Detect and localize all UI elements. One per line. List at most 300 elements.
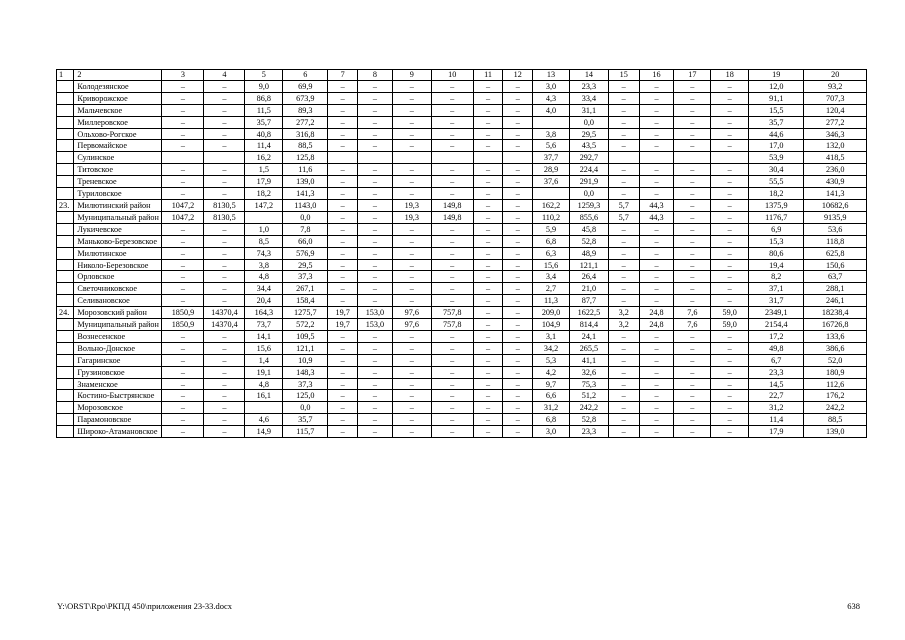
table-row — [57, 330, 867, 342]
table-cell: – — [639, 426, 674, 438]
table-cell: – — [608, 128, 639, 140]
row-number: 24. — [57, 307, 74, 319]
table-cell: – — [473, 354, 503, 366]
table-cell: 63,7 — [804, 271, 867, 283]
table-cell: – — [608, 390, 639, 402]
table-cell: – — [608, 426, 639, 438]
table-cell: 7,6 — [674, 319, 711, 331]
table-row — [57, 247, 867, 259]
table-cell: 11,3 — [533, 295, 570, 307]
row-number — [57, 128, 74, 140]
table-cell: – — [204, 176, 245, 188]
table-cell: – — [204, 271, 245, 283]
table-cell: 6,3 — [533, 247, 570, 259]
table-cell: 110,2 — [533, 211, 570, 223]
table-cell: 88,5 — [804, 414, 867, 426]
table-cell — [245, 211, 283, 223]
table-cell: 10682,6 — [804, 199, 867, 211]
table-cell: 73,7 — [245, 319, 283, 331]
table-cell: – — [639, 164, 674, 176]
table-cell: – — [431, 426, 473, 438]
table-cell: 37,6 — [533, 176, 570, 188]
table-cell: – — [162, 223, 204, 235]
territory-name: Мальчевское — [74, 104, 162, 116]
table-cell: – — [503, 164, 533, 176]
table-cell: 22,7 — [749, 390, 804, 402]
table-cell: 4,6 — [245, 414, 283, 426]
table-cell: – — [392, 92, 431, 104]
table-cell: – — [711, 426, 749, 438]
table-cell: – — [503, 176, 533, 188]
table-cell: – — [204, 402, 245, 414]
table-cell: – — [674, 92, 711, 104]
table-cell: 118,8 — [804, 235, 867, 247]
table-cell: – — [358, 330, 393, 342]
table-cell: – — [711, 271, 749, 283]
table-cell: – — [711, 366, 749, 378]
table-cell: 17,9 — [245, 176, 283, 188]
table-cell: – — [392, 271, 431, 283]
row-number — [57, 283, 74, 295]
table-cell: – — [639, 104, 674, 116]
table-cell: 757,8 — [431, 307, 473, 319]
table-cell: 29,5 — [283, 259, 328, 271]
table-cell: 24,8 — [639, 319, 674, 331]
table-cell: – — [392, 354, 431, 366]
table-cell: 265,5 — [569, 342, 608, 354]
column-number: 20 — [804, 70, 867, 81]
table-row — [57, 390, 867, 402]
table-cell: – — [328, 188, 358, 200]
table-cell: – — [608, 366, 639, 378]
table-cell: 45,8 — [569, 223, 608, 235]
page-number: 638 — [847, 601, 860, 611]
table-cell: 8130,5 — [204, 199, 245, 211]
table-row — [57, 259, 867, 271]
table-row — [57, 188, 867, 200]
table-cell: – — [358, 295, 393, 307]
table-cell: 141,3 — [283, 188, 328, 200]
row-number — [57, 330, 74, 342]
table-cell: – — [674, 199, 711, 211]
column-number: 11 — [473, 70, 503, 81]
row-number — [57, 354, 74, 366]
table-cell: 150,6 — [804, 259, 867, 271]
row-number — [57, 342, 74, 354]
table-cell: 35,7 — [283, 414, 328, 426]
table-cell: 51,2 — [569, 390, 608, 402]
column-number: 7 — [328, 70, 358, 81]
table-cell: – — [674, 342, 711, 354]
table-cell: 0,0 — [569, 188, 608, 200]
table-cell: 74,3 — [245, 247, 283, 259]
column-number: 15 — [608, 70, 639, 81]
table-cell: 5,7 — [608, 211, 639, 223]
table-cell: – — [503, 140, 533, 152]
table-cell: – — [358, 164, 393, 176]
table-cell: – — [503, 414, 533, 426]
table-cell: – — [162, 80, 204, 92]
row-number — [57, 402, 74, 414]
table-cell: 4,8 — [245, 378, 283, 390]
column-number: 4 — [204, 70, 245, 81]
table-cell: – — [639, 414, 674, 426]
table-cell: – — [392, 128, 431, 140]
table-cell: – — [204, 164, 245, 176]
table-cell: 37,7 — [533, 152, 570, 164]
table-cell: 19,7 — [328, 319, 358, 331]
table-cell: – — [162, 92, 204, 104]
table-cell: – — [431, 92, 473, 104]
table-cell: 52,0 — [804, 354, 867, 366]
table-cell: 44,3 — [639, 199, 674, 211]
table-cell: – — [608, 414, 639, 426]
table-cell: – — [639, 176, 674, 188]
table-cell: 11,4 — [245, 140, 283, 152]
table-cell: 121,1 — [569, 259, 608, 271]
table-cell: – — [674, 140, 711, 152]
table-cell: – — [358, 211, 393, 223]
table-cell: – — [358, 283, 393, 295]
table-cell: – — [328, 80, 358, 92]
table-cell: 242,2 — [569, 402, 608, 414]
column-number: 13 — [533, 70, 570, 81]
table-cell: – — [639, 330, 674, 342]
table-cell: – — [473, 80, 503, 92]
table-cell: – — [711, 402, 749, 414]
territory-name: Первомайское — [74, 140, 162, 152]
table-cell: – — [639, 402, 674, 414]
table-cell: – — [431, 176, 473, 188]
table-cell: – — [639, 295, 674, 307]
table-cell: 855,6 — [569, 211, 608, 223]
table-cell: – — [328, 104, 358, 116]
table-cell: 53,9 — [749, 152, 804, 164]
territory-name: Светочниковское — [74, 283, 162, 295]
table-cell: 8130,5 — [204, 211, 245, 223]
table-cell: 814,4 — [569, 319, 608, 331]
table-cell: – — [503, 354, 533, 366]
territory-name: Милютинское — [74, 247, 162, 259]
table-cell: – — [503, 319, 533, 331]
table-cell: – — [162, 164, 204, 176]
table-cell: – — [431, 390, 473, 402]
table-cell: – — [503, 235, 533, 247]
table-cell: 109,5 — [283, 330, 328, 342]
table-cell: – — [674, 259, 711, 271]
table-cell: – — [473, 223, 503, 235]
table-cell: 24,1 — [569, 330, 608, 342]
table-cell: 19,3 — [392, 211, 431, 223]
table-cell: 10,9 — [283, 354, 328, 366]
table-cell: – — [358, 188, 393, 200]
table-cell: – — [503, 342, 533, 354]
table-cell: – — [358, 259, 393, 271]
table-cell: – — [358, 247, 393, 259]
table-cell: – — [608, 116, 639, 128]
row-number — [57, 104, 74, 116]
table-cell: – — [711, 378, 749, 390]
table-cell: – — [204, 259, 245, 271]
table-cell: – — [639, 366, 674, 378]
column-number: 12 — [503, 70, 533, 81]
table-cell: – — [503, 259, 533, 271]
territory-name: Костино-Быстрянское — [74, 390, 162, 402]
table-cell: – — [358, 378, 393, 390]
table-cell: 59,0 — [711, 307, 749, 319]
table-cell: 572,2 — [283, 319, 328, 331]
table-cell: – — [473, 104, 503, 116]
table-cell: – — [473, 188, 503, 200]
table-cell: 21,0 — [569, 283, 608, 295]
table-cell: – — [711, 211, 749, 223]
table-cell: 19,7 — [328, 307, 358, 319]
table-cell: – — [503, 80, 533, 92]
table-cell — [503, 152, 533, 164]
table-cell: – — [358, 402, 393, 414]
table-cell: – — [162, 402, 204, 414]
table-cell: 24,8 — [639, 307, 674, 319]
table-cell: 5,7 — [608, 199, 639, 211]
table-cell: 93,2 — [804, 80, 867, 92]
table-cell: – — [473, 342, 503, 354]
table-cell: – — [674, 402, 711, 414]
column-number: 5 — [245, 70, 283, 81]
table-cell: 1375,9 — [749, 199, 804, 211]
table-cell — [358, 152, 393, 164]
table-cell: 277,2 — [804, 116, 867, 128]
table-cell: 1047,2 — [162, 211, 204, 223]
table-cell: – — [204, 116, 245, 128]
table-cell: – — [392, 378, 431, 390]
table-cell — [533, 116, 570, 128]
table-cell: – — [639, 342, 674, 354]
table-cell: 430,9 — [804, 176, 867, 188]
table-cell: – — [431, 414, 473, 426]
table-cell: 3,2 — [608, 307, 639, 319]
table-cell: – — [674, 116, 711, 128]
table-header-row — [57, 70, 867, 81]
table-cell: 52,8 — [569, 235, 608, 247]
table-cell: 26,4 — [569, 271, 608, 283]
table-cell: 0,0 — [283, 402, 328, 414]
table-cell: – — [204, 366, 245, 378]
table-cell: – — [392, 342, 431, 354]
table-cell: – — [608, 283, 639, 295]
table-cell: – — [473, 235, 503, 247]
table-cell: 18,2 — [749, 188, 804, 200]
table-cell: 15,6 — [533, 259, 570, 271]
table-cell: – — [162, 366, 204, 378]
table-cell: – — [328, 283, 358, 295]
table-cell: 3,0 — [533, 80, 570, 92]
table-cell: – — [639, 80, 674, 92]
table-cell — [204, 152, 245, 164]
table-cell: 15,5 — [749, 104, 804, 116]
table-cell: – — [503, 247, 533, 259]
territory-name: Титовское — [74, 164, 162, 176]
table-cell: – — [503, 128, 533, 140]
table-cell: – — [204, 128, 245, 140]
table-cell: – — [473, 426, 503, 438]
table-cell: 31,7 — [749, 295, 804, 307]
table-cell: – — [162, 426, 204, 438]
table-cell: – — [392, 426, 431, 438]
table-cell: – — [204, 295, 245, 307]
table-cell: – — [358, 366, 393, 378]
table-cell: 141,3 — [804, 188, 867, 200]
table-cell: – — [431, 378, 473, 390]
table-cell: – — [639, 271, 674, 283]
table-cell: – — [358, 140, 393, 152]
table-cell: – — [358, 199, 393, 211]
territory-name: Маньково-Березовское — [74, 235, 162, 247]
table-cell: – — [431, 259, 473, 271]
table-cell: – — [358, 342, 393, 354]
table-cell: – — [328, 128, 358, 140]
table-cell: 49,8 — [749, 342, 804, 354]
territory-name: Миллеровское — [74, 116, 162, 128]
table-cell: – — [162, 176, 204, 188]
column-number: 6 — [283, 70, 328, 81]
table-cell: 34,2 — [533, 342, 570, 354]
table-cell: 8,5 — [245, 235, 283, 247]
territory-name: Муниципальный район — [74, 211, 162, 223]
table-cell: – — [392, 295, 431, 307]
table-cell: – — [473, 366, 503, 378]
table-cell: 17,0 — [749, 140, 804, 152]
table-row — [57, 426, 867, 438]
table-cell: – — [608, 354, 639, 366]
table-cell: – — [431, 271, 473, 283]
table-cell: – — [392, 188, 431, 200]
table-cell: – — [392, 390, 431, 402]
table-cell: – — [392, 283, 431, 295]
table-cell: – — [162, 342, 204, 354]
table-cell: 277,2 — [283, 116, 328, 128]
table-cell: – — [503, 426, 533, 438]
territory-name: Милютинский район — [74, 199, 162, 211]
table-cell: 80,6 — [749, 247, 804, 259]
table-cell: – — [473, 319, 503, 331]
table-cell: – — [358, 128, 393, 140]
table-cell: – — [608, 188, 639, 200]
table-cell: – — [473, 390, 503, 402]
table-cell: – — [503, 283, 533, 295]
table-cell: – — [473, 283, 503, 295]
table-cell: 158,4 — [283, 295, 328, 307]
table-cell: – — [431, 342, 473, 354]
table-cell: – — [503, 223, 533, 235]
table-cell: – — [392, 223, 431, 235]
table-cell: – — [431, 295, 473, 307]
table-cell: – — [711, 354, 749, 366]
table-cell: – — [674, 366, 711, 378]
table-cell: – — [204, 92, 245, 104]
column-number: 8 — [358, 70, 393, 81]
table-cell: – — [711, 283, 749, 295]
row-number — [57, 92, 74, 104]
table-cell: – — [328, 235, 358, 247]
table-cell: 5,6 — [533, 140, 570, 152]
table-cell: – — [162, 128, 204, 140]
table-row — [57, 354, 867, 366]
table-cell: 6,8 — [533, 235, 570, 247]
table-cell: – — [711, 80, 749, 92]
table-cell — [328, 152, 358, 164]
table-cell: 31,2 — [533, 402, 570, 414]
table-cell: – — [608, 235, 639, 247]
table-cell: 112,6 — [804, 378, 867, 390]
column-number: 17 — [674, 70, 711, 81]
table-cell: – — [328, 426, 358, 438]
table-row — [57, 164, 867, 176]
table-cell: – — [328, 295, 358, 307]
table-cell: 2,7 — [533, 283, 570, 295]
table-cell: 176,2 — [804, 390, 867, 402]
table-cell: 66,0 — [283, 235, 328, 247]
table-cell: 16,1 — [245, 390, 283, 402]
table-cell: – — [162, 283, 204, 295]
table-cell: 23,3 — [569, 80, 608, 92]
row-number — [57, 366, 74, 378]
table-cell: – — [674, 188, 711, 200]
table-row — [57, 283, 867, 295]
table-cell: – — [639, 128, 674, 140]
row-number — [57, 295, 74, 307]
table-cell — [533, 188, 570, 200]
table-cell: – — [711, 235, 749, 247]
table-cell: – — [711, 176, 749, 188]
table-cell: 120,4 — [804, 104, 867, 116]
document-path: Y:\ORST\Rpo\РКПД 450\приложения 23-33.docx — [57, 601, 233, 611]
data-table — [56, 69, 867, 438]
territory-name: Морозовское — [74, 402, 162, 414]
table-cell: – — [503, 116, 533, 128]
table-cell: 673,9 — [283, 92, 328, 104]
table-cell: – — [639, 283, 674, 295]
table-cell: – — [711, 342, 749, 354]
table-cell: – — [431, 402, 473, 414]
table-cell: 14370,4 — [204, 307, 245, 319]
table-cell: 9,0 — [245, 80, 283, 92]
table-cell: 1275,7 — [283, 307, 328, 319]
table-cell: – — [162, 414, 204, 426]
table-cell: 6,7 — [749, 354, 804, 366]
table-cell: 125,0 — [283, 390, 328, 402]
column-number: 18 — [711, 70, 749, 81]
table-cell: – — [674, 247, 711, 259]
table-cell: – — [674, 128, 711, 140]
territory-name: Вольно-Донское — [74, 342, 162, 354]
table-cell: – — [674, 80, 711, 92]
table-row — [57, 152, 867, 164]
table-cell: 11,5 — [245, 104, 283, 116]
table-row — [57, 211, 867, 223]
table-cell: 44,3 — [639, 211, 674, 223]
table-cell: – — [204, 330, 245, 342]
table-cell: – — [328, 271, 358, 283]
table-cell: – — [392, 140, 431, 152]
table-cell: 11,6 — [283, 164, 328, 176]
table-cell: – — [328, 390, 358, 402]
table-row — [57, 116, 867, 128]
table-cell: – — [608, 176, 639, 188]
table-cell: 625,8 — [804, 247, 867, 259]
table-cell: – — [204, 247, 245, 259]
table-cell: – — [392, 330, 431, 342]
table-cell: – — [358, 426, 393, 438]
